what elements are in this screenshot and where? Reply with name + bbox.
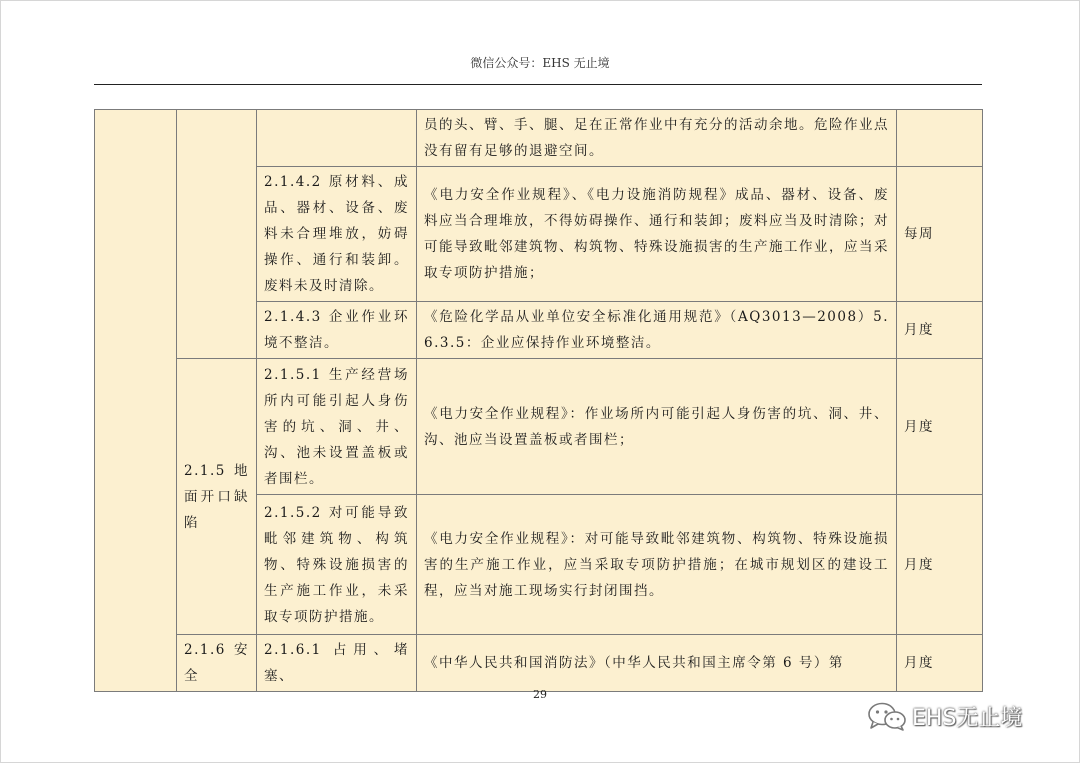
requirement-cell: 《危险化学品从业单位安全标准化通用规范》（AQ3013—2008）5.6.3.5：企业应保持作业环境整洁。	[417, 302, 897, 359]
item-cell: 2.1.4.3 企业作业环境不整洁。	[257, 302, 417, 359]
table-row	[95, 635, 983, 692]
header-rule	[94, 84, 982, 85]
item-cell: 2.1.4.2 原材料、成品、器材、设备、废料未合理堆放，妨碍操作、通行和装卸。废料未及时清除。	[257, 167, 417, 302]
frequency-cell: 月度	[897, 359, 983, 495]
item-cell	[257, 110, 417, 167]
requirement-cell: 《中华人民共和国消防法》（中华人民共和国主席令第 6 号）第	[417, 635, 897, 692]
item-cell: 2.1.5.2 对可能导致毗邻建筑物、构筑物、特殊设施损害的生产施工作业，未采取专项防护措施。	[257, 495, 417, 635]
requirement-cell: 《电力安全作业规程》、《电力设施消防规程》成品、器材、设备、废料应当合理堆放，不得妨碍操作、通行和装卸；废料应当及时清除；对可能导致毗邻建筑物、构筑物、特殊设施损害的生产施工作业，应当采取专项防护措施；	[417, 167, 897, 302]
frequency-cell: 每周	[897, 167, 983, 302]
category-cell: 2.1.6 安全	[177, 635, 257, 692]
frequency-cell: 月度	[897, 302, 983, 359]
page-number: 29	[533, 688, 547, 701]
category-cell	[177, 110, 257, 359]
watermark	[866, 700, 1056, 732]
frequency-cell: 月度	[897, 495, 983, 635]
requirement-cell: 《电力安全作业规程》：对可能导致毗邻建筑物、构筑物、特殊设施损害的生产施工作业，应当采取专项防护措施；在城市规划区的建设工程，应当对施工现场实行封闭围挡。	[417, 495, 897, 635]
table-row	[95, 110, 983, 167]
category-cell: 2.1.5 地面开口缺陷	[177, 359, 257, 635]
inspection-table	[94, 109, 983, 692]
item-cell: 2.1.5.1 生产经营场所内可能引起人身伤害的坑、洞、井、沟、池未设置盖板或者围栏。	[257, 359, 417, 495]
page-header: 微信公众号：EHS 无止境	[470, 56, 610, 70]
frequency-cell: 月度	[897, 635, 983, 692]
requirement-cell: 《电力安全作业规程》：作业场所内可能引起人身伤害的坑、洞、井、沟、池应当设置盖板或者围栏；	[417, 359, 897, 495]
table-row	[95, 359, 983, 495]
watermark-text: EHS无止境	[912, 705, 1023, 731]
wechat-icon	[866, 701, 908, 731]
requirement-cell: 员的头、臂、手、腿、足在正常作业中有充分的活动余地。危险作业点没有留有足够的退避空间。	[417, 110, 897, 167]
frequency-cell	[897, 110, 983, 167]
item-cell: 2.1.6.1 占用、堵塞、	[257, 635, 417, 692]
section-cell	[95, 110, 177, 692]
